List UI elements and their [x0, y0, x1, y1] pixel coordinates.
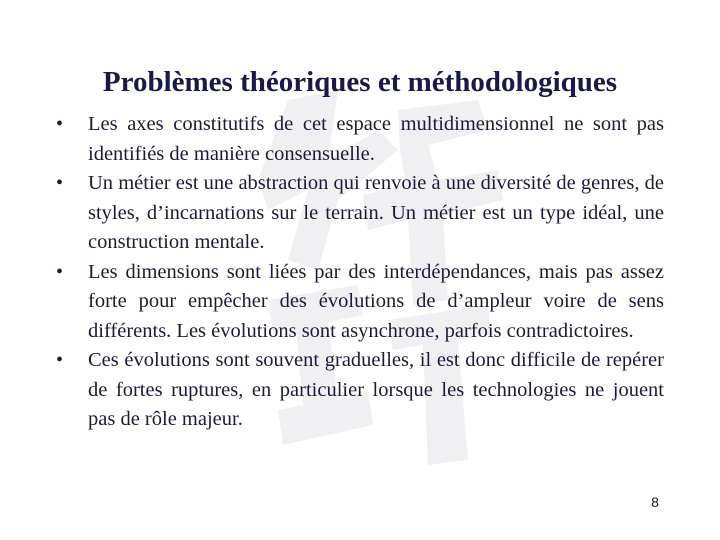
- bullet-icon: •: [56, 349, 64, 371]
- bullet-item-4: [56, 346, 664, 435]
- bullet-item-1: [56, 110, 664, 169]
- bullet-text-1: Les axes constitutifs de cet espace multidimensionnel ne sont pas identifiés de manière consensuelle.: [88, 113, 664, 165]
- bullet-list: [56, 110, 664, 435]
- page-number: 8: [651, 494, 659, 510]
- bullet-item-3: [56, 258, 664, 347]
- bullet-icon: •: [56, 113, 64, 135]
- slide-title: Problèmes théoriques et méthodologiques: [102, 66, 618, 98]
- bullet-icon: •: [56, 260, 64, 283]
- bullet-text-3: Les dimensions sont liées par des interdépendances, mais pas assez forte pour empêcher des évolutions de d’ampleur voire de sens différents. Les évolutions sont asynchrone, parfois contradictoires.: [88, 260, 664, 342]
- bullet-item-2: [56, 169, 664, 258]
- bullet-icon: •: [56, 172, 64, 194]
- bullet-text-2: Un métier est une abstraction qui renvoie à une diversité de genres, de styles, d’incarnations sur le terrain. Un métier est un type idéal, une construction mentale.: [88, 172, 664, 253]
- bullet-text-4: Ces évolutions sont souvent graduelles, il est donc difficile de repérer de fortes ruptures, en particulier lorsque les technologies ne jouent pas de rôle majeur.: [88, 349, 664, 430]
